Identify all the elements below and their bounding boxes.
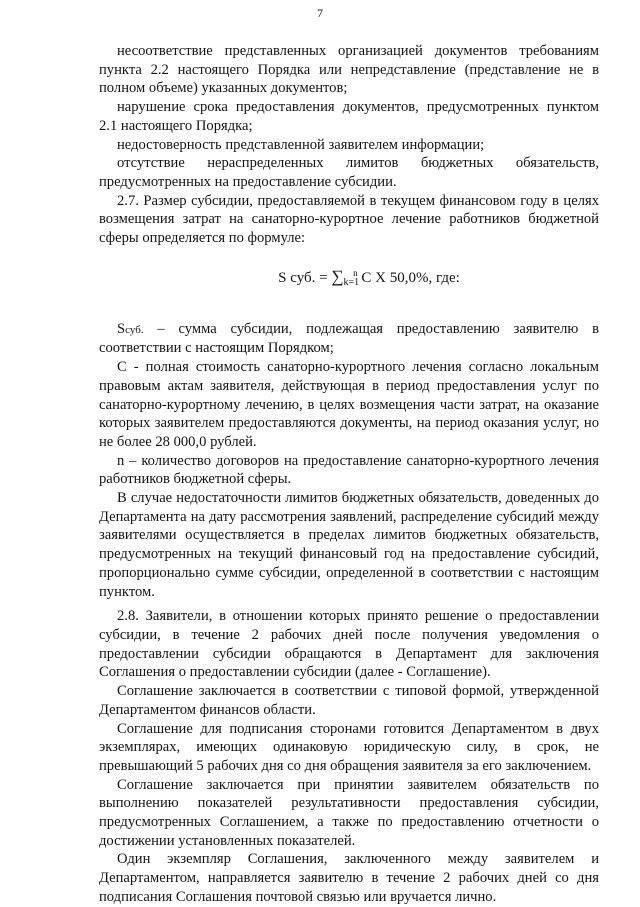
definition-c: С - полная стоимость санаторно-курортного лечения согласно локальным правовым актам заявителя, действующая в период предоставления услуг по санаторно-курортному лечению, в целях возмещения части затрат, на оказание которых заявителем предоставляются документы, на период оказания услуг, но не более 28 000,0 рублей.: [99, 359, 599, 450]
paragraph: Соглашение для подписания сторонами готовится Департаментом в двух экземплярах, имеющих одинаковую юридическую силу, в срок, не превышающий 5 рабочих дня со дня обращения заявителя за его заключением.: [99, 720, 599, 774]
document-body: [99, 42, 599, 907]
paragraph: В случае недостаточности лимитов бюджетных обязательств, доведенных до Департамента на дату рассмотрения заявлений, распределение субсидий между заявителями осуществляется в пределах лимитов бюджетных обязательств, предусмотренных на текущий финансовый год на предоставление субсидий, пропорционально сумме субсидии, определенной в соответствии с настоящим пунктом.: [99, 490, 599, 600]
paragraph: Соглашение заключается в соответствии с типовой формой, утвержденной Департаментом финансов области.: [99, 683, 599, 718]
formula-rhs: C X 50,0%, где:: [361, 269, 460, 286]
subsidy-formula: [139, 262, 599, 294]
paragraph: недостоверность представленной заявителем информации;: [117, 136, 485, 153]
definition-n: n – количество договоров на предоставление санаторно-курортного лечения работников бюджетной сферы.: [99, 452, 599, 488]
formula-lhs: S суб. =: [278, 269, 328, 286]
paragraph: 2.7. Размер субсидии, предоставляемой в текущем финансовом году в целях возмещения затрат на санаторно-курортное лечение работников бюджетной сферы определяется по формуле:: [99, 192, 599, 247]
paragraph: Один экземпляр Соглашения, заключенного между заявителем и Департаментом, направляется заявителю в течение 2 рабочих дней со дня подписания Соглашения почтовой связью или вручается лично.: [99, 851, 599, 905]
s-definition-text: – сумма субсидии, подлежащая предоставлению заявителю в соответствии с настоящим Порядком;: [99, 320, 599, 357]
paragraph: Соглашение заключается при принятии заявителем обязательств по выполнению показателей результативности предоставления субсидии, предусмотренных Соглашением, а также по предоставлению отчетности о достижении установленных показателей.: [99, 776, 599, 849]
summation-symbol: ∑: [331, 266, 344, 286]
paragraph: несоответствие представленных организацией документов требованиям пункта 2.2 настоящего Порядка или непредставление (представление не в полном объеме) указанных документов;: [99, 43, 599, 97]
summation-upper-limit: n: [353, 267, 358, 278]
paragraph: нарушение срока предоставления документов, предусмотренных пунктом 2.1 настоящего Порядка;: [99, 99, 599, 134]
s-subscript: суб.: [125, 323, 144, 336]
page-number: 7: [317, 6, 323, 20]
paragraph: отсутствие нераспределенных лимитов бюджетных обязательств, предусмотренных на предоставление субсидии.: [99, 155, 599, 190]
definition-s: [99, 320, 599, 358]
s-symbol: S: [117, 320, 126, 337]
summation-lower-limit: k=1: [343, 276, 360, 288]
paragraph: 2.8. Заявители, в отношении которых принято решение о предоставлении субсидии, в течение 2 рабочих дней после получения уведомления о предоставлении субсидии обращаются в Департамент для заключения Соглашения о предоставлении субсидии (далее - Соглашение).: [99, 608, 599, 681]
